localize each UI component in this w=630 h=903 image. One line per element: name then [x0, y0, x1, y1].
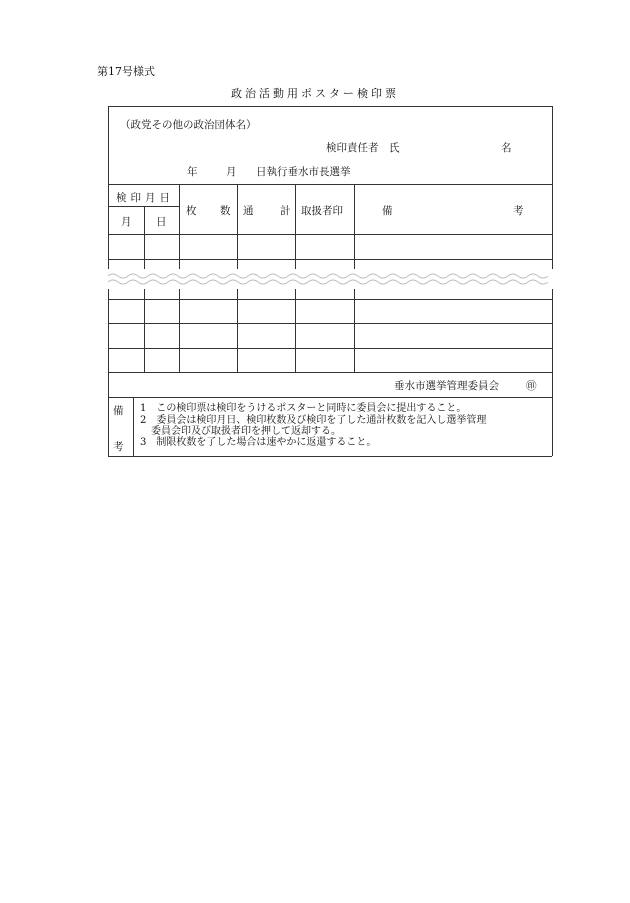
issuer-row-top — [108, 372, 552, 373]
election-month-label: 月 — [226, 166, 237, 178]
election-description: 日執行垂水市長選挙 — [256, 166, 351, 178]
notes-label-a: 備 — [113, 405, 124, 417]
header-divider — [108, 184, 552, 185]
col-month: 月 — [121, 216, 132, 228]
col-count-b: 数 — [220, 205, 231, 217]
row-line — [108, 323, 552, 324]
col-cumulative-b: 計 — [280, 205, 291, 217]
col-count-a: 枚 — [186, 205, 197, 217]
issuer-seal-mark: ㊞ — [526, 380, 537, 392]
party-name-label: （政党その他の政治団体名） — [120, 119, 257, 131]
col-remarks-a: 備 — [382, 205, 393, 217]
notes-divider — [133, 397, 134, 456]
col-day: 日 — [156, 216, 167, 228]
notes-label-b: 考 — [113, 441, 124, 453]
inspector-label: 検印責任者 氏 — [326, 142, 400, 154]
inspection-form-table — [108, 106, 552, 456]
row-line — [108, 299, 552, 300]
election-year-label: 年 — [187, 166, 198, 178]
notes-top — [108, 397, 552, 398]
issuer-name: 垂水市選挙管理委員会 — [394, 380, 499, 392]
row-line — [108, 259, 552, 260]
note-2-continued: 委員会印及び取扱者印を押して返却する。 — [151, 426, 341, 437]
table-border-top — [108, 106, 552, 107]
col-cumulative-a: 通 — [243, 205, 254, 217]
form-number: 第17号様式 — [97, 65, 155, 78]
col-handler-seal: 取扱者印 — [301, 205, 343, 217]
table-break — [106, 269, 554, 289]
column-header-bottom — [108, 234, 552, 235]
note-1: 1 この検印票は検印をうけるポスターと同時に委員会に提出すること。 — [140, 403, 467, 414]
col-remarks-b: 考 — [513, 205, 524, 217]
table-border-bottom — [108, 456, 552, 457]
document-title: 政治活動用ポスター検印票 — [231, 87, 399, 100]
note-3: 3 制限枚数を了した場合は速やかに返還すること。 — [140, 437, 377, 448]
inspector-name-char: 名 — [501, 142, 512, 154]
note-2: 2 委員会は検印月日、検印枚数及び検印を了した通計枚数を記入し選挙管理 — [140, 415, 487, 426]
col-inspection-date: 検印月日 — [116, 192, 174, 204]
row-line — [108, 348, 552, 349]
wavy-break-icon — [106, 269, 554, 289]
